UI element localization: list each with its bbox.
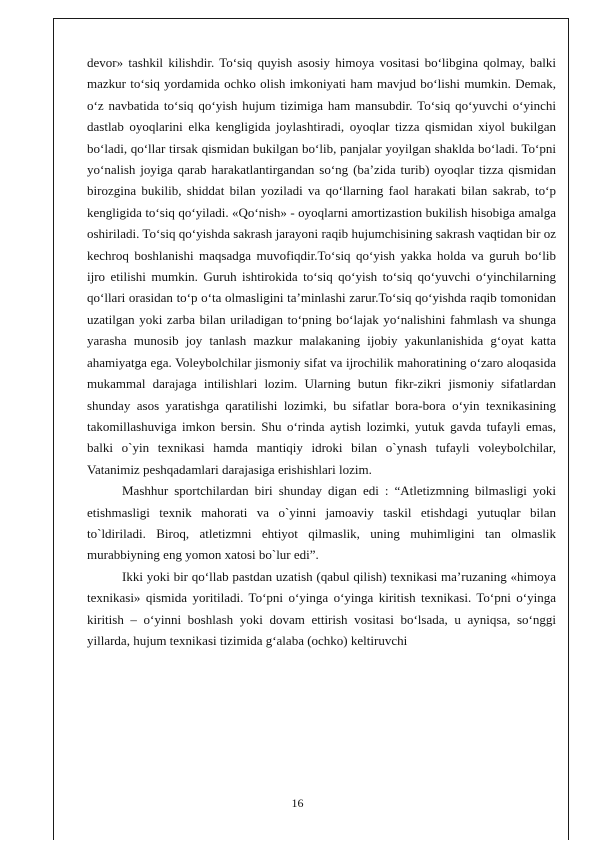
paragraph-3: Ikki yoki bir qo‘llab pastdan uzatish (qabul qilish) texnikasi ma’ruzaning «himoya texnikasi» qismida yoritiladi. To‘pni o‘yinga o‘yinga kiritish texnikasi. To‘pni o‘yinga kiritish – o‘yinni boshlash yoki dovam ettirish vositasi bo‘lsada, u ayniqsa, so‘nggi yillarda, hujum texnikasi tizimida g‘alaba (ochko) keltiruvchi (87, 568, 556, 648)
document-body (87, 52, 556, 651)
page-number: 16 (291, 796, 304, 810)
paragraph-1: devor» tashkil kilishdir. To‘siq quyish asosiy himoya vositasi bo‘libgina qolmay, balki mazkur to‘siq yordamida ochko olish imkoniyati ham mavjud bo‘lishi mumkin. Demak, o‘z navbatida to‘siq qo‘yish hujum tizimiga ham mansubdir. To‘siq qo‘yuvchi o‘yinchi dastlab oyoqlarini elka kengligida joylashtiradi, oyoqlar tizza qismidan xiyol bukilgan bo‘ladi, qo‘llar tirsak qismidan bukilgan bo‘lib, panjalar yoyilgan shaklda bo‘ladi. To‘pni yo‘nalish joyiga qarab harakatlantirgandan so‘ng (ba’zida turib) oyoqlar tizza qismidan birozgina bukilib, shiddat bilan yoziladi va qo‘llarning faol harakati bilan sakrab, to‘p kengligida to‘siq qo‘yiladi. «Qo‘nish» - oyoqlarni amortizastion bukilish hisobiga amalga oshiriladi. To‘siq qo‘yishda sakrash jarayoni raqib hujumchisining sakrash vaqtidan bir oz kechroq boshlanishi maqsadga muvofiqdir.To‘siq qo‘yish yakka holda va guruh bo‘lib ijro etilishi mumkin. Guruh ishtirokida to‘siq qo‘yish to‘siq qo‘yuvchi o‘yinchilarning qo‘llari orasidan to‘p o‘ta olmasligini ta’minlashi zarur.To‘siq qo‘yishda raqib tomonidan uzatilgan yoki zarba bilan uriladigan to‘pning bo‘lajak yo‘nalishini fahmlash va shunga yarasha munosib joy tanlash mazkur malakaning ijobiy yakunlanishida g‘oyat katta ahamiyatga ega. Voleybolchilar jismoniy sifat va ijrochilik mahoratining o‘zaro aloqasida mukammal darajaga intilishlari lozim. Ularning butun fikr-zikri jismoniy sifatlardan shunday asos yaratishga qaratilishi lozimki, bu sifatlar bora-bora o‘yin texnikasining takomillashuviga imkon bersin. Shu o‘rinda aytish lozimki, yutuk gavda tufayli emas, balki o`yin texnikasi hamda mantiqiy idroki bilan o`ynash tufayli voleybolchilar, Vatanimiz peshqadamlari darajasiga erishishlari lozim. (87, 55, 556, 477)
paragraph-2: Mashhur sportchilardan biri shunday digan edi : “Atletizmning bilmasligi yoki etishmasligi texnik mahorati va o`yinni jamoaviy taskil etishdagi yutuqlar bilan to`ldiriladi. Biroq, atletizmni ehtiyot qilmaslik, uning muhimligini tan olmaslik murabbiyning eng yomon xatosi bo`lur edi”. (87, 483, 556, 563)
